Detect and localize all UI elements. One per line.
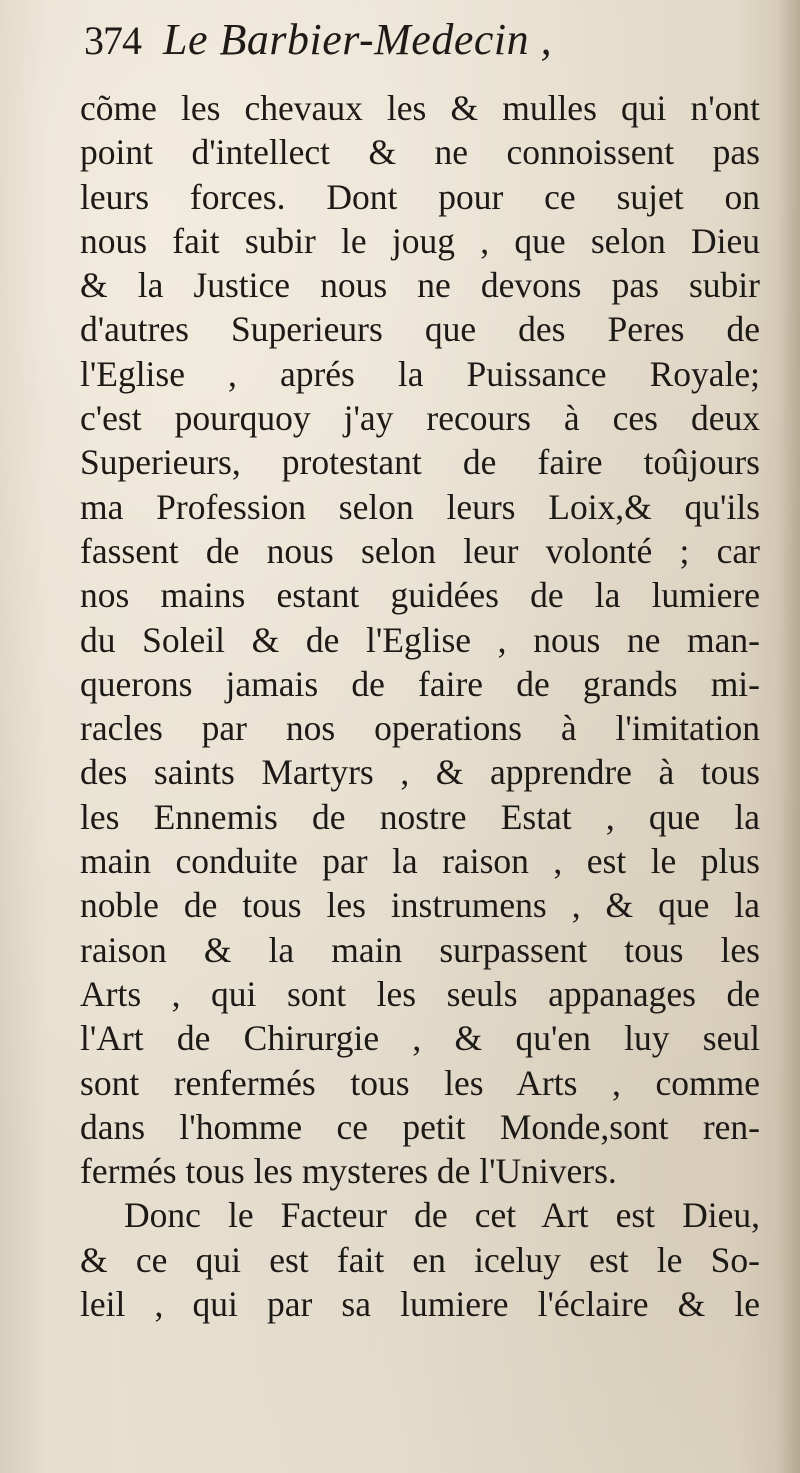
- text-line: l'Eglise , aprés la Puissance Royale;: [80, 353, 760, 394]
- text-line: leurs forces. Dont pour ce sujet on: [80, 176, 760, 217]
- text-line: querons jamais de faire de grands mi-: [80, 663, 760, 704]
- text-line: d'autres Superieurs que des Peres de: [80, 309, 760, 350]
- text-line: ma Profession selon leurs Loix,& qu'ils: [80, 486, 760, 527]
- page-header: [84, 14, 552, 84]
- text-line: c'est pourquoy j'ay recours à ces deux: [80, 398, 760, 439]
- text-line: du Soleil & de l'Eglise , nous ne man-: [80, 619, 760, 660]
- paragraph-first-line: Donc le Facteur de cet Art est Dieu,: [124, 1195, 760, 1236]
- page-number: 374: [84, 18, 141, 63]
- text-line: l'Art de Chirurgie , & qu'en luy seul: [80, 1018, 760, 1059]
- text-line: noble de tous les instrumens , & que la: [80, 885, 760, 926]
- text-line: Superieurs, protestant de faire toûjours: [80, 442, 760, 483]
- running-title: Le Barbier-Medecin ,: [163, 15, 553, 64]
- text-line: fermés tous les mysteres de l'Univers.: [80, 1151, 617, 1192]
- text-line: nos mains estant guidées de la lumiere: [80, 575, 760, 616]
- text-line: racles par nos operations à l'imitation: [80, 708, 760, 749]
- text-line: nous fait subir le joug , que selon Dieu: [80, 220, 760, 261]
- text-line: Arts , qui sont les seuls appanages de: [80, 973, 760, 1014]
- text-line: point d'intellect & ne connoissent pas: [80, 132, 760, 173]
- text-line: fassent de nous selon leur volonté ; car: [80, 530, 760, 571]
- text-line: main conduite par la raison , est le plus: [80, 841, 760, 882]
- text-line: raison & la main surpassent tous les: [80, 929, 760, 970]
- body-text: [80, 86, 760, 1326]
- text-line: sont renfermés tous les Arts , comme: [80, 1062, 760, 1103]
- text-line: des saints Martyrs , & apprendre à tous: [80, 752, 760, 793]
- text-line: cõme les chevaux les & mulles qui n'ont: [80, 88, 760, 128]
- text-line: dans l'homme ce petit Monde,sont ren-: [80, 1106, 760, 1147]
- text-line: leil , qui par sa lumiere l'éclaire & le: [80, 1284, 760, 1325]
- text-line: & ce qui est fait en iceluy est le So-: [80, 1239, 760, 1280]
- text-line: & la Justice nous ne devons pas subir: [80, 265, 760, 306]
- text-line: les Ennemis de nostre Estat , que la: [80, 796, 760, 837]
